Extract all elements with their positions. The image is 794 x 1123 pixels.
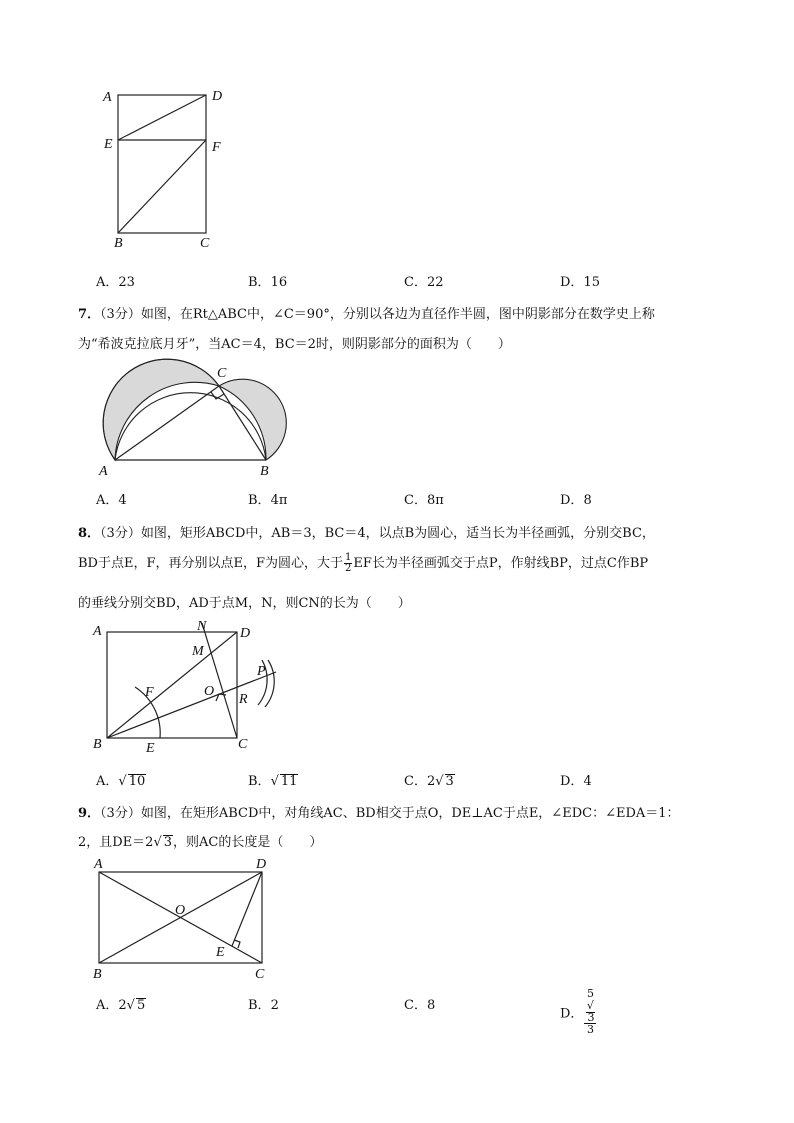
q8-text-line1 xyxy=(78,522,655,541)
q8-line1: 如图，矩形ABCD中，AB＝3，BC＝4，以点B为圆心，适当长为半径画弧，分别交BC， xyxy=(140,526,655,541)
q6-option-c[interactable]: C．22 xyxy=(404,275,444,290)
q8-label-M: M xyxy=(192,644,204,659)
q7-label-C: C xyxy=(217,366,227,381)
q8-label-D: D xyxy=(240,626,251,641)
q8-label-F: F xyxy=(145,685,154,700)
q8-text-line2 xyxy=(78,552,648,574)
q9-figure xyxy=(90,852,280,987)
q8-label-R: R xyxy=(239,692,248,707)
q9-option-d[interactable]: D． 5 √ 3 3 xyxy=(560,987,595,1036)
q9-option-d-fraction: 5 √ 3 3 xyxy=(584,988,596,1036)
q7-option-d[interactable]: D．8 xyxy=(560,493,592,508)
q7-text-line2 xyxy=(78,333,511,352)
q8-number: 8． xyxy=(78,526,101,541)
q7-text-line1 xyxy=(78,303,655,322)
q9-label-O: O xyxy=(175,903,186,918)
q8-option-a[interactable]: A．√ 10 xyxy=(96,774,146,789)
q9-number: 9． xyxy=(78,806,101,821)
q7-option-c[interactable]: C．8π xyxy=(404,493,444,508)
q9-line1: 如图，在矩形ABCD中，对角线AC、BD相交于点O，DE⊥AC于点E，∠EDC：∠EDA＝1： xyxy=(140,806,680,821)
q9-label-A: A xyxy=(94,857,103,872)
q6-label-C: C xyxy=(200,236,210,251)
q9-option-b[interactable]: B．2 xyxy=(248,998,279,1013)
q8-line3: 的垂线分别交BD，AD于点M，N，则CN的长为（ ） xyxy=(78,596,411,611)
q6-label-F: F xyxy=(212,140,221,155)
q9-text-line1 xyxy=(78,802,680,821)
q7-score: （3分） xyxy=(100,307,141,322)
q6-label-D: D xyxy=(212,89,223,104)
q9-line2a: 2，且DE＝2 xyxy=(78,835,154,850)
q6-label-E: E xyxy=(104,137,113,152)
q9-score: （3分） xyxy=(100,806,141,821)
q6-option-d[interactable]: D．15 xyxy=(560,275,600,290)
q9-line2b: ，则AC的长度是（ ） xyxy=(173,835,323,850)
q8-option-d[interactable]: D．4 xyxy=(560,774,592,789)
q8-option-b[interactable]: B．√ 11 xyxy=(248,774,298,789)
q9-option-a[interactable]: A．2√ 5 xyxy=(96,998,146,1013)
q9-option-c[interactable]: C．8 xyxy=(404,998,436,1013)
q8-score: （3分） xyxy=(100,526,141,541)
q6-label-B: B xyxy=(114,236,123,251)
q7-line1: 如图，在Rt△ABC中，∠C＝90°，分别以各边为直径作半圆，图中阴影部分在数学史上称 xyxy=(140,307,655,322)
q8-fraction: $\frac{1}{2}$ xyxy=(345,552,352,574)
q7-number: 7． xyxy=(78,307,101,322)
q8-label-O: O xyxy=(204,684,215,699)
q6-label-A: A xyxy=(103,90,112,105)
q6-figure xyxy=(100,85,240,255)
q8-text-line3 xyxy=(78,592,411,611)
q6-option-b[interactable]: B．16 xyxy=(248,275,288,290)
q9-label-E: E xyxy=(216,945,225,960)
q8-label-C: C xyxy=(238,737,248,752)
q7-label-A: A xyxy=(99,464,108,479)
q7-option-a[interactable]: A．4 xyxy=(96,493,127,508)
q8-label-B: B xyxy=(93,737,102,752)
q9-line2-rad: 3 xyxy=(163,835,173,850)
q8-line2a: BD于点E，F，再分别以点E，F为圆心，大于 xyxy=(78,556,343,571)
q6-option-a[interactable]: A．23 xyxy=(96,275,135,290)
q7-label-B: B xyxy=(260,464,269,479)
q8-label-N: N xyxy=(197,619,207,634)
q8-label-E: E xyxy=(146,741,155,756)
q9-label-D: D xyxy=(256,857,267,872)
q8-option-c[interactable]: C．2√ 3 xyxy=(404,774,454,789)
q8-figure xyxy=(90,615,290,755)
q7-figure xyxy=(95,355,325,480)
q8-label-A: A xyxy=(93,624,102,639)
q9-label-B: B xyxy=(93,967,102,982)
q9-label-C: C xyxy=(255,967,265,982)
q7-option-b[interactable]: B．4π xyxy=(248,493,288,508)
q7-line2: 为“希波克拉底月牙”，当AC＝4，BC＝2时，则阴影部分的面积为（ ） xyxy=(78,337,511,352)
q9-text-line2: 2，且DE＝2√ 3，则AC的长度是（ ） xyxy=(78,835,323,850)
q8-line2b: EF长为半径画弧交于点P，作射线BP，过点C作BP xyxy=(353,556,649,571)
q8-label-P: P xyxy=(257,664,266,679)
